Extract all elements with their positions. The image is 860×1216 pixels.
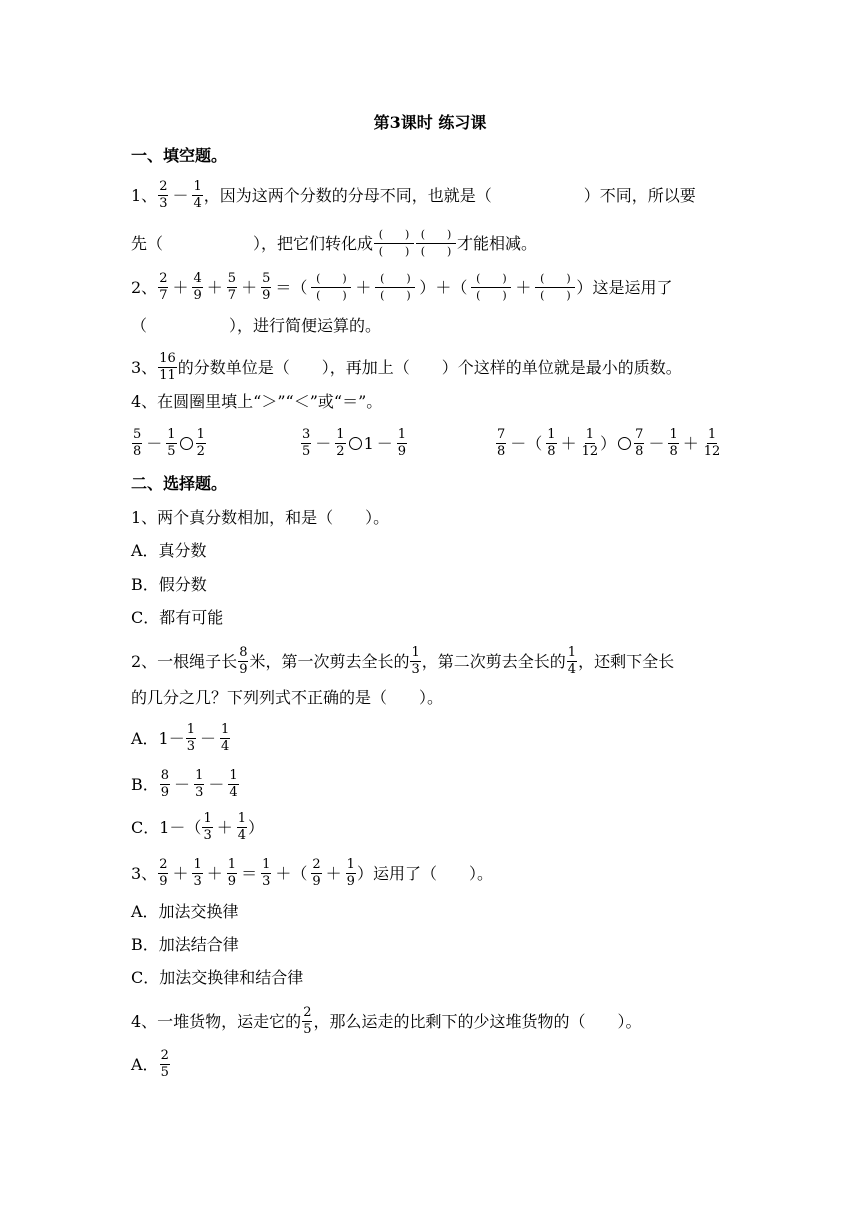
numerator: 1 bbox=[567, 645, 577, 660]
blank-fraction[interactable] bbox=[311, 272, 351, 303]
numerator: 2 bbox=[160, 1048, 169, 1063]
numerator: ( ) bbox=[416, 228, 456, 244]
option-c[interactable]: C．1－（ $\frac{1}{3}$ ＋ $\frac{1}{4}$ ） bbox=[131, 811, 265, 843]
numerator: 7 bbox=[497, 427, 506, 442]
denominator: 8 bbox=[497, 444, 506, 459]
denominator: 2 bbox=[196, 444, 205, 459]
denominator: 8 bbox=[635, 444, 644, 459]
fill-question-2: 2、 $\frac{2}{7}$ ＋ $\frac{4}{9}$ ＋ $\frac{5}{7}$ ＋ $\frac{5}{9}$ ＝（ $\frac{( )}{( )}$ ＋ $\frac{( )}{( )}$ ）＋（ $\frac{( )}{( )}$ ＋ $\frac{( )}{( )}$ ） 这是运用了 bbox=[131, 271, 673, 303]
denominator: 3 bbox=[193, 874, 202, 889]
numerator: 1 bbox=[707, 427, 717, 442]
numerator: 7 bbox=[635, 427, 644, 442]
denominator: 3 bbox=[411, 662, 420, 677]
numerator: 1 bbox=[196, 427, 205, 442]
fraction bbox=[158, 180, 168, 211]
denominator: 4 bbox=[193, 196, 202, 211]
denominator: 12 bbox=[703, 444, 721, 459]
denominator: ( ) bbox=[380, 289, 411, 302]
choice-question-2: 2、一根绳子长 $\frac{8}{9}$ 米，第一次剪去全长的 $\frac{1}{3}$ ，第二次剪去全长的 $\frac{1}{4}$ ，还剩下全长 bbox=[131, 645, 675, 677]
option-c[interactable]: C．都有可能 bbox=[131, 608, 224, 627]
option-a[interactable]: A．1－ $\frac{1}{3}$ － $\frac{1}{4}$ bbox=[131, 722, 230, 754]
section-multiple-choice: 二、选择题。 bbox=[131, 474, 228, 493]
denominator: ( ) bbox=[378, 245, 410, 258]
denominator: 4 bbox=[221, 739, 230, 754]
numerator: 1 bbox=[195, 768, 204, 783]
numerator: 1 bbox=[547, 427, 556, 442]
numerator: 1 bbox=[336, 427, 345, 442]
option-a[interactable]: A．加法交换律 bbox=[131, 902, 239, 921]
fraction bbox=[227, 272, 237, 303]
denominator: ( ) bbox=[420, 245, 452, 258]
numerator: 1 bbox=[397, 427, 407, 442]
fill-question-2-cont: （ ），进行简便运算的。 bbox=[131, 316, 382, 335]
numerator: 1 bbox=[186, 722, 196, 737]
numerator: 2 bbox=[303, 1005, 312, 1020]
choice-question-1: 1、两个真分数相加，和是（ ）。 bbox=[131, 508, 390, 527]
denominator: 9 bbox=[159, 874, 168, 889]
numerator: 1 bbox=[193, 179, 202, 194]
denominator: 5 bbox=[302, 444, 311, 459]
compare-circle[interactable] bbox=[180, 437, 193, 450]
numerator: 2 bbox=[159, 857, 168, 872]
denominator: 7 bbox=[227, 288, 237, 303]
blank-fraction[interactable] bbox=[471, 272, 511, 303]
numerator: 1 bbox=[203, 811, 212, 826]
fraction bbox=[158, 272, 168, 303]
fill-question-1: 1、 $\frac{2}{3}$ － $\frac{1}{4}$ ，因为这两个分数的分母不同，也就是（ ）不同，所以要 bbox=[131, 179, 696, 211]
option-b[interactable]: B．假分数 bbox=[131, 575, 207, 594]
fill-question-4: 4、在圆圈里填上“＞”“＜”或“＝”。 bbox=[131, 392, 383, 411]
section-fill-blank: 一、填空题。 bbox=[131, 146, 228, 165]
fill-question-3: 3、 $\frac{16}{11}$ 的分数单位是（ ），再加上（ ）个这样的单位就是最小的质数。 bbox=[131, 351, 682, 383]
numerator: 3 bbox=[302, 427, 311, 442]
fraction bbox=[192, 180, 202, 211]
option-b[interactable]: B．加法结合律 bbox=[131, 935, 239, 954]
numerator: 1 bbox=[227, 857, 237, 872]
denominator: 9 bbox=[160, 785, 170, 800]
denominator: 4 bbox=[229, 785, 238, 800]
blank-fraction[interactable] bbox=[535, 272, 575, 303]
denominator: 3 bbox=[262, 874, 271, 889]
numerator: 16 bbox=[159, 351, 176, 366]
compare-circle[interactable] bbox=[349, 437, 362, 450]
numerator: ( ) bbox=[375, 272, 415, 288]
fraction bbox=[158, 352, 177, 383]
denominator: ( ) bbox=[316, 289, 347, 302]
numerator: 1 bbox=[669, 427, 678, 442]
denominator: 5 bbox=[303, 1022, 312, 1037]
numerator: ( ) bbox=[374, 228, 414, 244]
denominator: 8 bbox=[547, 444, 556, 459]
denominator: 12 bbox=[581, 444, 599, 459]
denominator: 9 bbox=[227, 874, 237, 889]
numerator: 1 bbox=[193, 857, 202, 872]
denominator: 9 bbox=[193, 288, 202, 303]
compare-circle[interactable] bbox=[618, 437, 631, 450]
choice-question-4: 4、一堆货物，运走它的 $\frac{2}{5}$ ，那么运走的比剩下的少这堆货物的（ ）。 bbox=[131, 1005, 642, 1037]
fill-question-1-cont: 先（ ），把它们转化成 $\frac{( )}{( )}$ $\frac{( )}{( )}$ 才能相减。 bbox=[131, 228, 538, 258]
denominator: 9 bbox=[239, 662, 248, 677]
denominator: 3 bbox=[186, 739, 196, 754]
denominator: 5 bbox=[167, 444, 176, 459]
numerator: ( ) bbox=[471, 272, 511, 288]
denominator: 9 bbox=[262, 288, 271, 303]
numerator: 1 bbox=[229, 768, 238, 783]
fraction bbox=[261, 272, 271, 303]
blank-fraction[interactable] bbox=[416, 228, 456, 259]
denominator: 5 bbox=[160, 1065, 169, 1080]
denominator: 9 bbox=[346, 874, 355, 889]
compare-expression-b: $\frac{3}{5}$ － $\frac{1}{2}$ 1 － $\frac{1}{9}$ bbox=[302, 427, 407, 459]
numerator: 5 bbox=[227, 271, 237, 286]
blank-fraction[interactable] bbox=[374, 228, 414, 259]
numerator: 1 bbox=[167, 427, 176, 442]
compare-expression-a: $\frac{5}{8}$ － $\frac{1}{5}$ $\frac{1}{2}$ bbox=[133, 427, 205, 459]
option-c[interactable]: C．加法交换律和结合律 bbox=[131, 968, 304, 987]
numerator: 2 bbox=[312, 857, 321, 872]
page-title: 第3课时 练习课 bbox=[373, 113, 487, 132]
denominator: ( ) bbox=[476, 289, 507, 302]
numerator: 1 bbox=[221, 722, 230, 737]
option-a[interactable]: A． $\frac{2}{5}$ bbox=[131, 1048, 169, 1080]
denominator: 9 bbox=[397, 444, 407, 459]
numerator: 1 bbox=[237, 811, 247, 826]
denominator: 8 bbox=[669, 444, 678, 459]
denominator: 3 bbox=[195, 785, 204, 800]
numerator: 8 bbox=[160, 768, 170, 783]
compare-expression-c: $\frac{7}{8}$ －（ $\frac{1}{8}$ ＋ $\frac{1}{12}$ ） $\frac{7}{8}$ － $\frac{1}{8}$ ＋ $\frac{1}{12}$ bbox=[497, 427, 721, 459]
denominator: 3 bbox=[159, 196, 168, 211]
denominator: 4 bbox=[237, 828, 247, 843]
denominator: 9 bbox=[312, 874, 321, 889]
numerator: 5 bbox=[262, 271, 271, 286]
numerator: 1 bbox=[585, 427, 594, 442]
denominator: 4 bbox=[567, 662, 577, 677]
denominator: 11 bbox=[159, 368, 176, 383]
numerator: 2 bbox=[159, 179, 168, 194]
numerator: 1 bbox=[262, 857, 271, 872]
numerator: ( ) bbox=[311, 272, 351, 288]
numerator: 4 bbox=[193, 271, 202, 286]
numerator: 8 bbox=[239, 645, 248, 660]
numerator: 5 bbox=[133, 427, 142, 442]
option-b[interactable]: B． $\frac{8}{9}$ － $\frac{1}{3}$ － $\frac{1}{4}$ bbox=[131, 768, 238, 800]
denominator: 8 bbox=[133, 444, 142, 459]
denominator: 3 bbox=[203, 828, 212, 843]
denominator: ( ) bbox=[540, 289, 571, 302]
choice-question-2-cont: 的几分之几？下列列式不正确的是（ ）。 bbox=[131, 688, 444, 707]
blank-fraction[interactable] bbox=[375, 272, 415, 303]
numerator: 1 bbox=[346, 857, 355, 872]
numerator: ( ) bbox=[535, 272, 575, 288]
option-a[interactable]: A．真分数 bbox=[131, 541, 207, 560]
choice-question-3: 3、 $\frac{2}{9}$ ＋ $\frac{1}{3}$ ＋ $\frac{1}{9}$ ＝ $\frac{1}{3}$ ＋（ $\frac{2}{9}$ ＋ $\frac{1}{9}$ ）运用了（ ）。 bbox=[131, 857, 493, 889]
numerator: 2 bbox=[159, 271, 168, 286]
fraction bbox=[192, 272, 202, 303]
denominator: 2 bbox=[336, 444, 345, 459]
numerator: 1 bbox=[411, 645, 420, 660]
denominator: 7 bbox=[159, 288, 168, 303]
